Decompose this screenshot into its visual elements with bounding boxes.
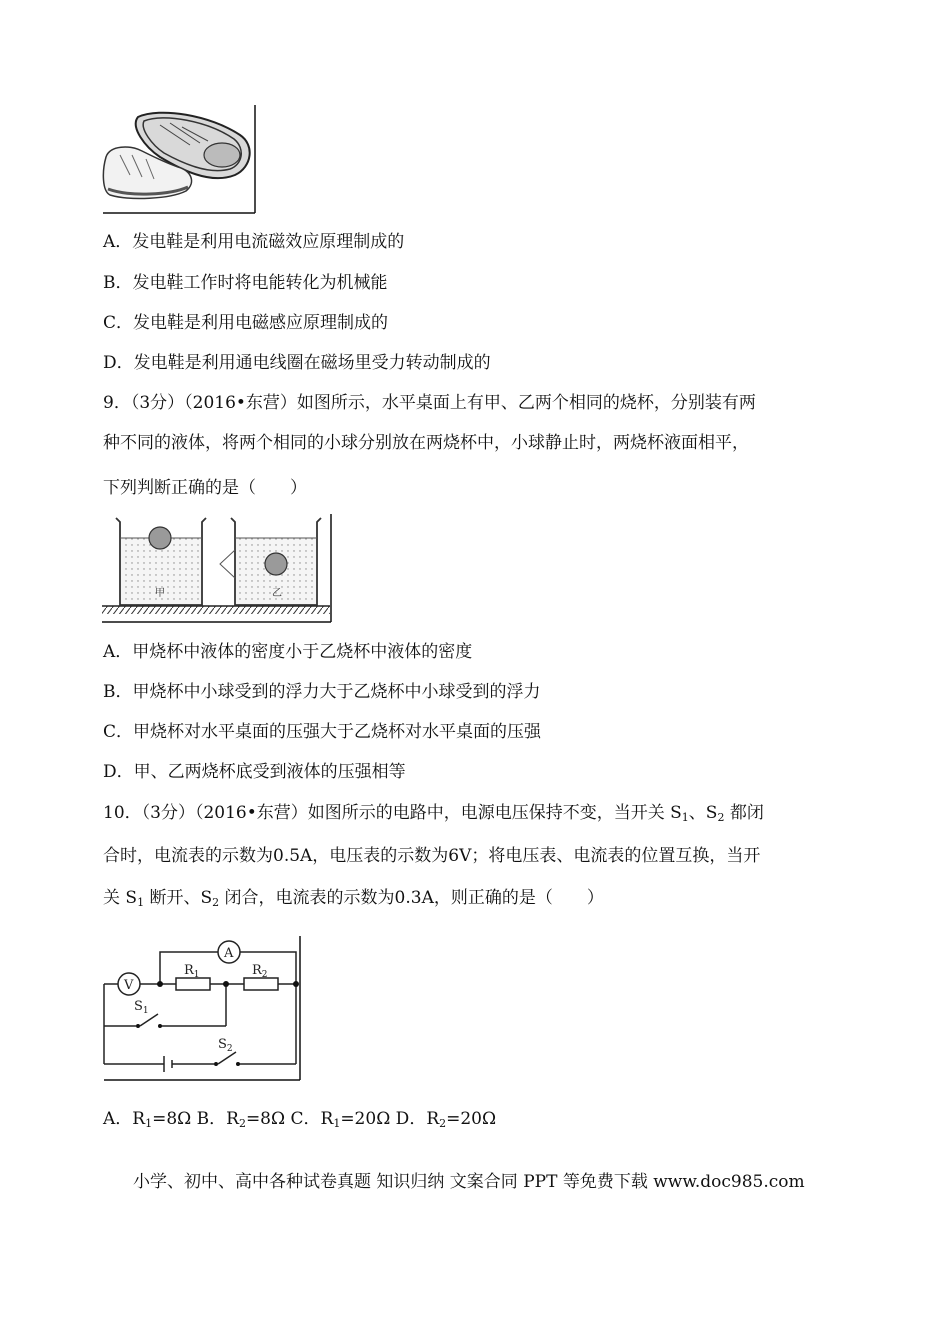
q10-stem-line-2: 合时，电流表的示数为0.5A，电压表的示数为6V；将电压表、电流表的位置互换，当开 xyxy=(103,846,761,866)
q9-option-d: D．甲、乙两烧杯底受到液体的压强相等 xyxy=(103,762,406,782)
q8-option-d: D．发电鞋是利用通电线圈在磁场里受力转动制成的 xyxy=(103,353,491,373)
q9-stem-line-2: 种不同的液体，将两个相同的小球分别放在两烧杯中，小球静止时，两烧杯液面相平， xyxy=(103,433,749,453)
q10-stem-line-3: 关 $S_1$ 断开、$S_2$ 闭合，电流表的示数为0.3A，则正确的是（ ） xyxy=(103,888,604,909)
beaker-label-yi: 乙 xyxy=(272,588,282,599)
q8-option-c: C．发电鞋是利用电磁感应原理制成的 xyxy=(103,313,389,333)
q9-option-a: A．甲烧杯中液体的密度小于乙烧杯中液体的密度 xyxy=(103,642,473,662)
q9-stem-line-3: 下列判断正确的是（ ） xyxy=(103,478,307,498)
q8-option-a: A．发电鞋是利用电流磁效应原理制成的 xyxy=(103,232,405,252)
q10-options: A．$R_1=8\Omega$ B．$R_2=8\Omega$ C．$R_1=20\Omega$ D．$R_2=20\Omega$ xyxy=(103,1109,497,1130)
q9-option-b: B．甲烧杯中小球受到的浮力大于乙烧杯中小球受到的浮力 xyxy=(103,682,541,702)
voltmeter-label: V xyxy=(124,978,134,993)
beaker-label-jia: 甲 xyxy=(155,588,165,599)
q9-option-c: C．甲烧杯对水平桌面的压强大于乙烧杯对水平桌面的压强 xyxy=(103,722,542,742)
circuit-figure xyxy=(100,934,305,1084)
r2-label: $R_2$ xyxy=(252,963,268,980)
q9-stem-line-1: 9．（3分）（2016•东营）如图所示，水平桌面上有甲、乙两个相同的烧杯，分别装有两 xyxy=(103,393,756,413)
page-footer: 小学、初中、高中各种试卷真题 知识归纳 文案合同 PPT 等免费下载 www.doc985.com xyxy=(133,1172,805,1192)
r1-label: $R_1$ xyxy=(184,963,200,980)
s1-label: $S_1$ xyxy=(134,999,149,1016)
shoe-figure xyxy=(100,105,260,217)
s2-label: $S_2$ xyxy=(218,1037,233,1054)
q10-stem-line-1: 10．（3分）（2016•东营）如图所示的电路中，电源电压保持不变，当开关 $S_1$、$S_2$ 都闭 xyxy=(103,803,764,824)
q8-option-b: B．发电鞋工作时将电能转化为机械能 xyxy=(103,273,388,293)
ammeter-label: A xyxy=(224,946,234,961)
beakers-figure xyxy=(100,512,336,624)
